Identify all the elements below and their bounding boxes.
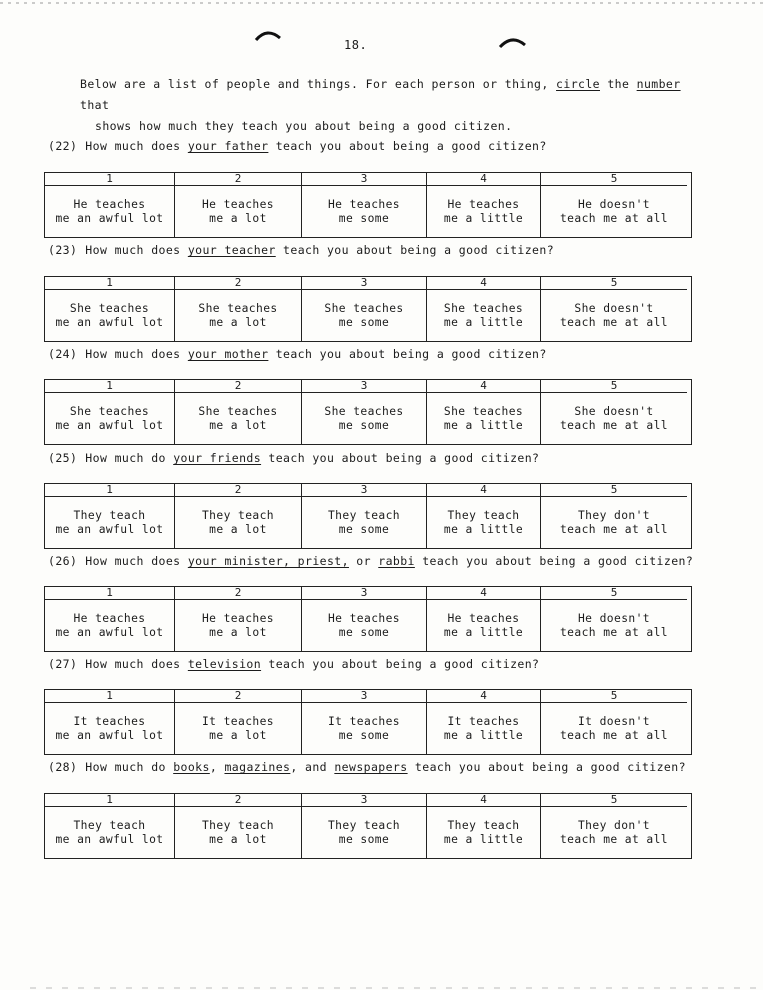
scale-number-5[interactable]: 5 [541,277,687,290]
scale-number-3[interactable]: 3 [302,690,427,703]
scale-label-3: He teaches me some [302,600,427,651]
scale-number-4[interactable]: 4 [427,277,541,290]
scale-number-4[interactable]: 4 [427,173,541,186]
scale-label-5: She doesn't teach me at all [559,301,669,329]
scale-label-5: She doesn't teach me at all [559,404,669,432]
scale-label-3: She teaches me some [302,393,427,444]
scale-label-1: They teach me an awful lot [45,497,175,548]
scale-number-4[interactable]: 4 [427,794,541,807]
scale-number-2[interactable]: 2 [175,690,302,703]
scale-label-1: It teaches me an awful lot [45,703,175,754]
scale-label-2: She teaches me a lot [175,393,302,444]
scale-label-5: They don't teach me at all [559,508,669,536]
scale-label-3: They teach me some [302,807,427,858]
scale-number-3[interactable]: 3 [302,173,427,186]
scale-number-4[interactable]: 4 [427,380,541,393]
scale-label-1: She teaches me an awful lot [45,393,175,444]
scale-label-5: It doesn't teach me at all [559,714,669,742]
page-number: 18. [344,38,368,52]
scale-label-5: He doesn't teach me at all [559,611,669,639]
scale-number-3[interactable]: 3 [302,380,427,393]
rating-scale-27 [44,689,692,755]
scale-number-2[interactable]: 2 [175,277,302,290]
rating-scale-23 [44,276,692,342]
scale-label-2: He teaches me a lot [175,600,302,651]
scale-number-5[interactable]: 5 [541,794,687,807]
question-24: (24) How much does your mother teach you about being a good citizen? [48,347,547,361]
scale-label-4: It teaches me a little [427,703,541,754]
question-27: (27) How much does television teach you about being a good citizen? [48,657,540,671]
scale-label-4: She teaches me a little [427,393,541,444]
scale-label-4: They teach me a little [427,807,541,858]
scale-number-2[interactable]: 2 [175,380,302,393]
scale-number-5[interactable]: 5 [541,380,687,393]
scale-label-1: He teaches me an awful lot [45,600,175,651]
scale-label-3: He teaches me some [302,186,427,237]
scale-number-5[interactable]: 5 [541,173,687,186]
scale-number-5[interactable]: 5 [541,587,687,600]
scale-label-1: They teach me an awful lot [45,807,175,858]
question-25: (25) How much do your friends teach you about being a good citizen? [48,451,540,465]
scale-number-1[interactable]: 1 [45,794,175,807]
question-26: (26) How much does your minister, priest, or rabbi teach you about being a good citizen? [48,554,694,568]
scale-label-4: She teaches me a little [427,290,541,341]
scale-number-1[interactable]: 1 [45,380,175,393]
rating-scale-25 [44,483,692,549]
scale-number-2[interactable]: 2 [175,794,302,807]
scale-number-3[interactable]: 3 [302,277,427,290]
rating-scale-28 [44,793,692,859]
question-28: (28) How much do books, magazines, and newspapers teach you about being a good citizen? [48,760,686,774]
scale-number-2[interactable]: 2 [175,173,302,186]
question-23: (23) How much does your teacher teach you about being a good citizen? [48,243,555,257]
scale-number-4[interactable]: 4 [427,690,541,703]
scale-label-1: She teaches me an awful lot [45,290,175,341]
scale-number-2[interactable]: 2 [175,587,302,600]
scale-label-2: They teach me a lot [175,807,302,858]
scale-label-2: He teaches me a lot [175,186,302,237]
scale-number-4[interactable]: 4 [427,587,541,600]
scale-number-1[interactable]: 1 [45,690,175,703]
scale-label-5: They don't teach me at all [559,818,669,846]
scale-number-2[interactable]: 2 [175,484,302,497]
scale-label-3: She teaches me some [302,290,427,341]
scale-label-4: He teaches me a little [427,186,541,237]
scale-label-5: He doesn't teach me at all [559,197,669,225]
scale-label-4: They teach me a little [427,497,541,548]
scale-label-2: They teach me a lot [175,497,302,548]
rating-scale-26 [44,586,692,652]
scale-number-3[interactable]: 3 [302,587,427,600]
question-22: (22) How much does your father teach you about being a good citizen? [48,139,547,153]
scale-number-3[interactable]: 3 [302,794,427,807]
scale-label-2: She teaches me a lot [175,290,302,341]
scale-label-2: It teaches me a lot [175,703,302,754]
scale-number-1[interactable]: 1 [45,587,175,600]
scale-number-1[interactable]: 1 [45,484,175,497]
rating-scale-22 [44,172,692,238]
scale-label-3: They teach me some [302,497,427,548]
scale-number-5[interactable]: 5 [541,484,687,497]
scale-number-1[interactable]: 1 [45,277,175,290]
scale-number-5[interactable]: 5 [541,690,687,703]
scale-number-1[interactable]: 1 [45,173,175,186]
scale-label-3: It teaches me some [302,703,427,754]
scale-label-4: He teaches me a little [427,600,541,651]
rating-scale-24 [44,379,692,445]
instructions: Below are a list of people and things. For each person or thing, circle the number that shows how much they teach you about being a good citizen. [80,77,681,133]
scale-number-4[interactable]: 4 [427,484,541,497]
scale-number-3[interactable]: 3 [302,484,427,497]
scale-label-1: He teaches me an awful lot [45,186,175,237]
